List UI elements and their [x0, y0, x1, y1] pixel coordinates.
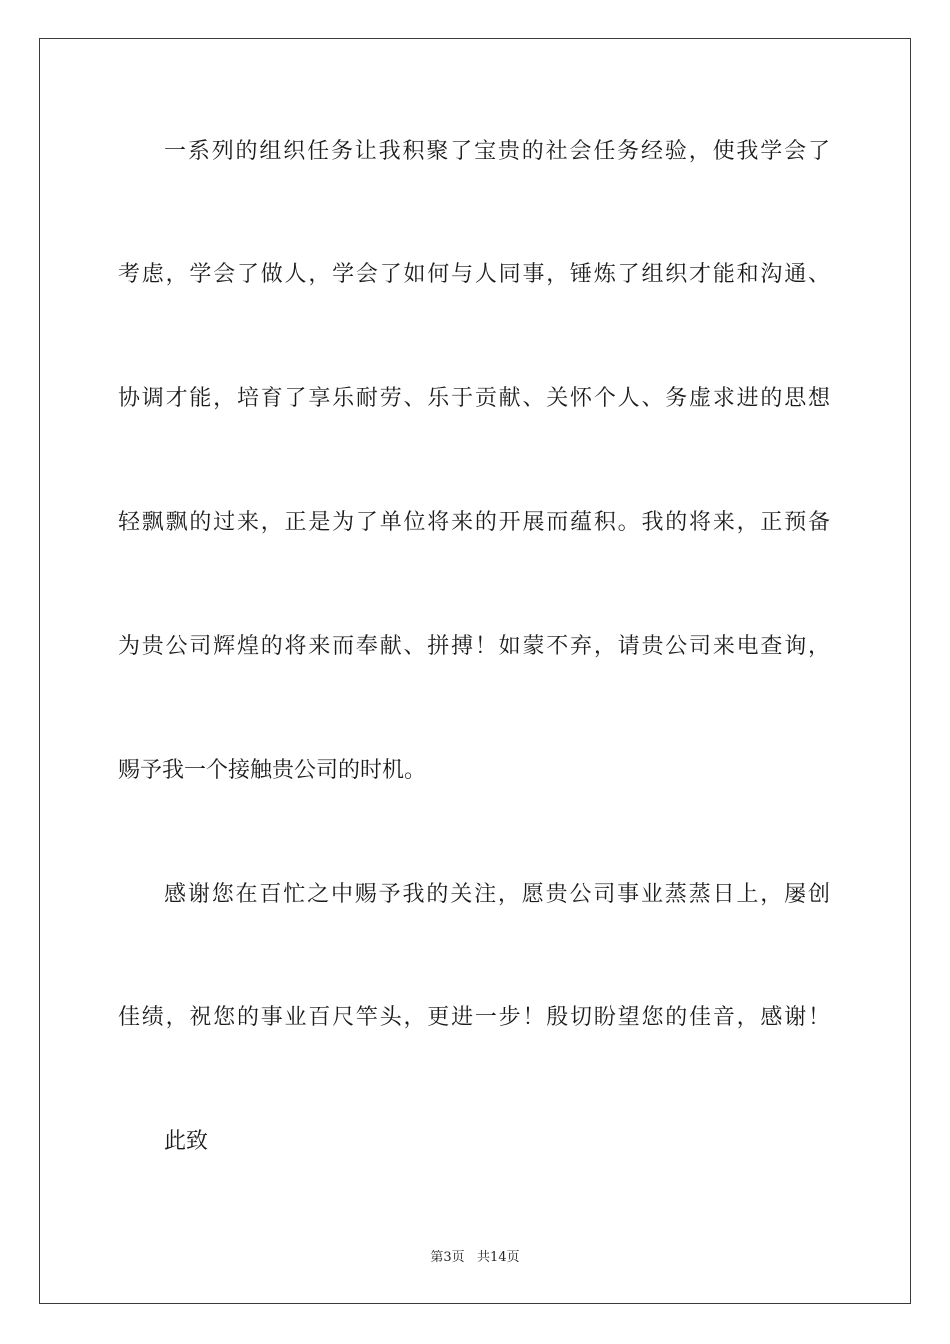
- paragraph-line: 佳绩，祝您的事业百尺竿头，更进一步！殷切盼望您的佳音，感谢！: [118, 1005, 830, 1030]
- page-frame: [39, 38, 911, 1304]
- page-number-footer: 第3页 共14页: [430, 1250, 520, 1265]
- closing-salutation: 此致: [164, 1129, 209, 1154]
- paragraph-line: 为贵公司辉煌的将来而奉献、拼搏！如蒙不弃，请贵公司来电查询，: [118, 634, 830, 659]
- paragraph-line: 一系列的组织任务让我积聚了宝贵的社会任务经验，使我学会了: [164, 139, 830, 164]
- paragraph-line: 考虑，学会了做人，学会了如何与人同事，锤炼了组织才能和沟通、: [118, 262, 830, 287]
- paragraph-line: 轻飘飘的过来，正是为了单位将来的开展而蕴积。我的将来，正预备: [118, 510, 830, 535]
- paragraph-line: 协调才能，培育了享乐耐劳、乐于贡献、关怀个人、务虚求进的思想: [118, 386, 830, 411]
- paragraph-line: 感谢您在百忙之中赐予我的关注，愿贵公司事业蒸蒸日上，屡创: [164, 882, 830, 907]
- paragraph-line: 赐予我一个接触贵公司的时机。: [118, 758, 427, 783]
